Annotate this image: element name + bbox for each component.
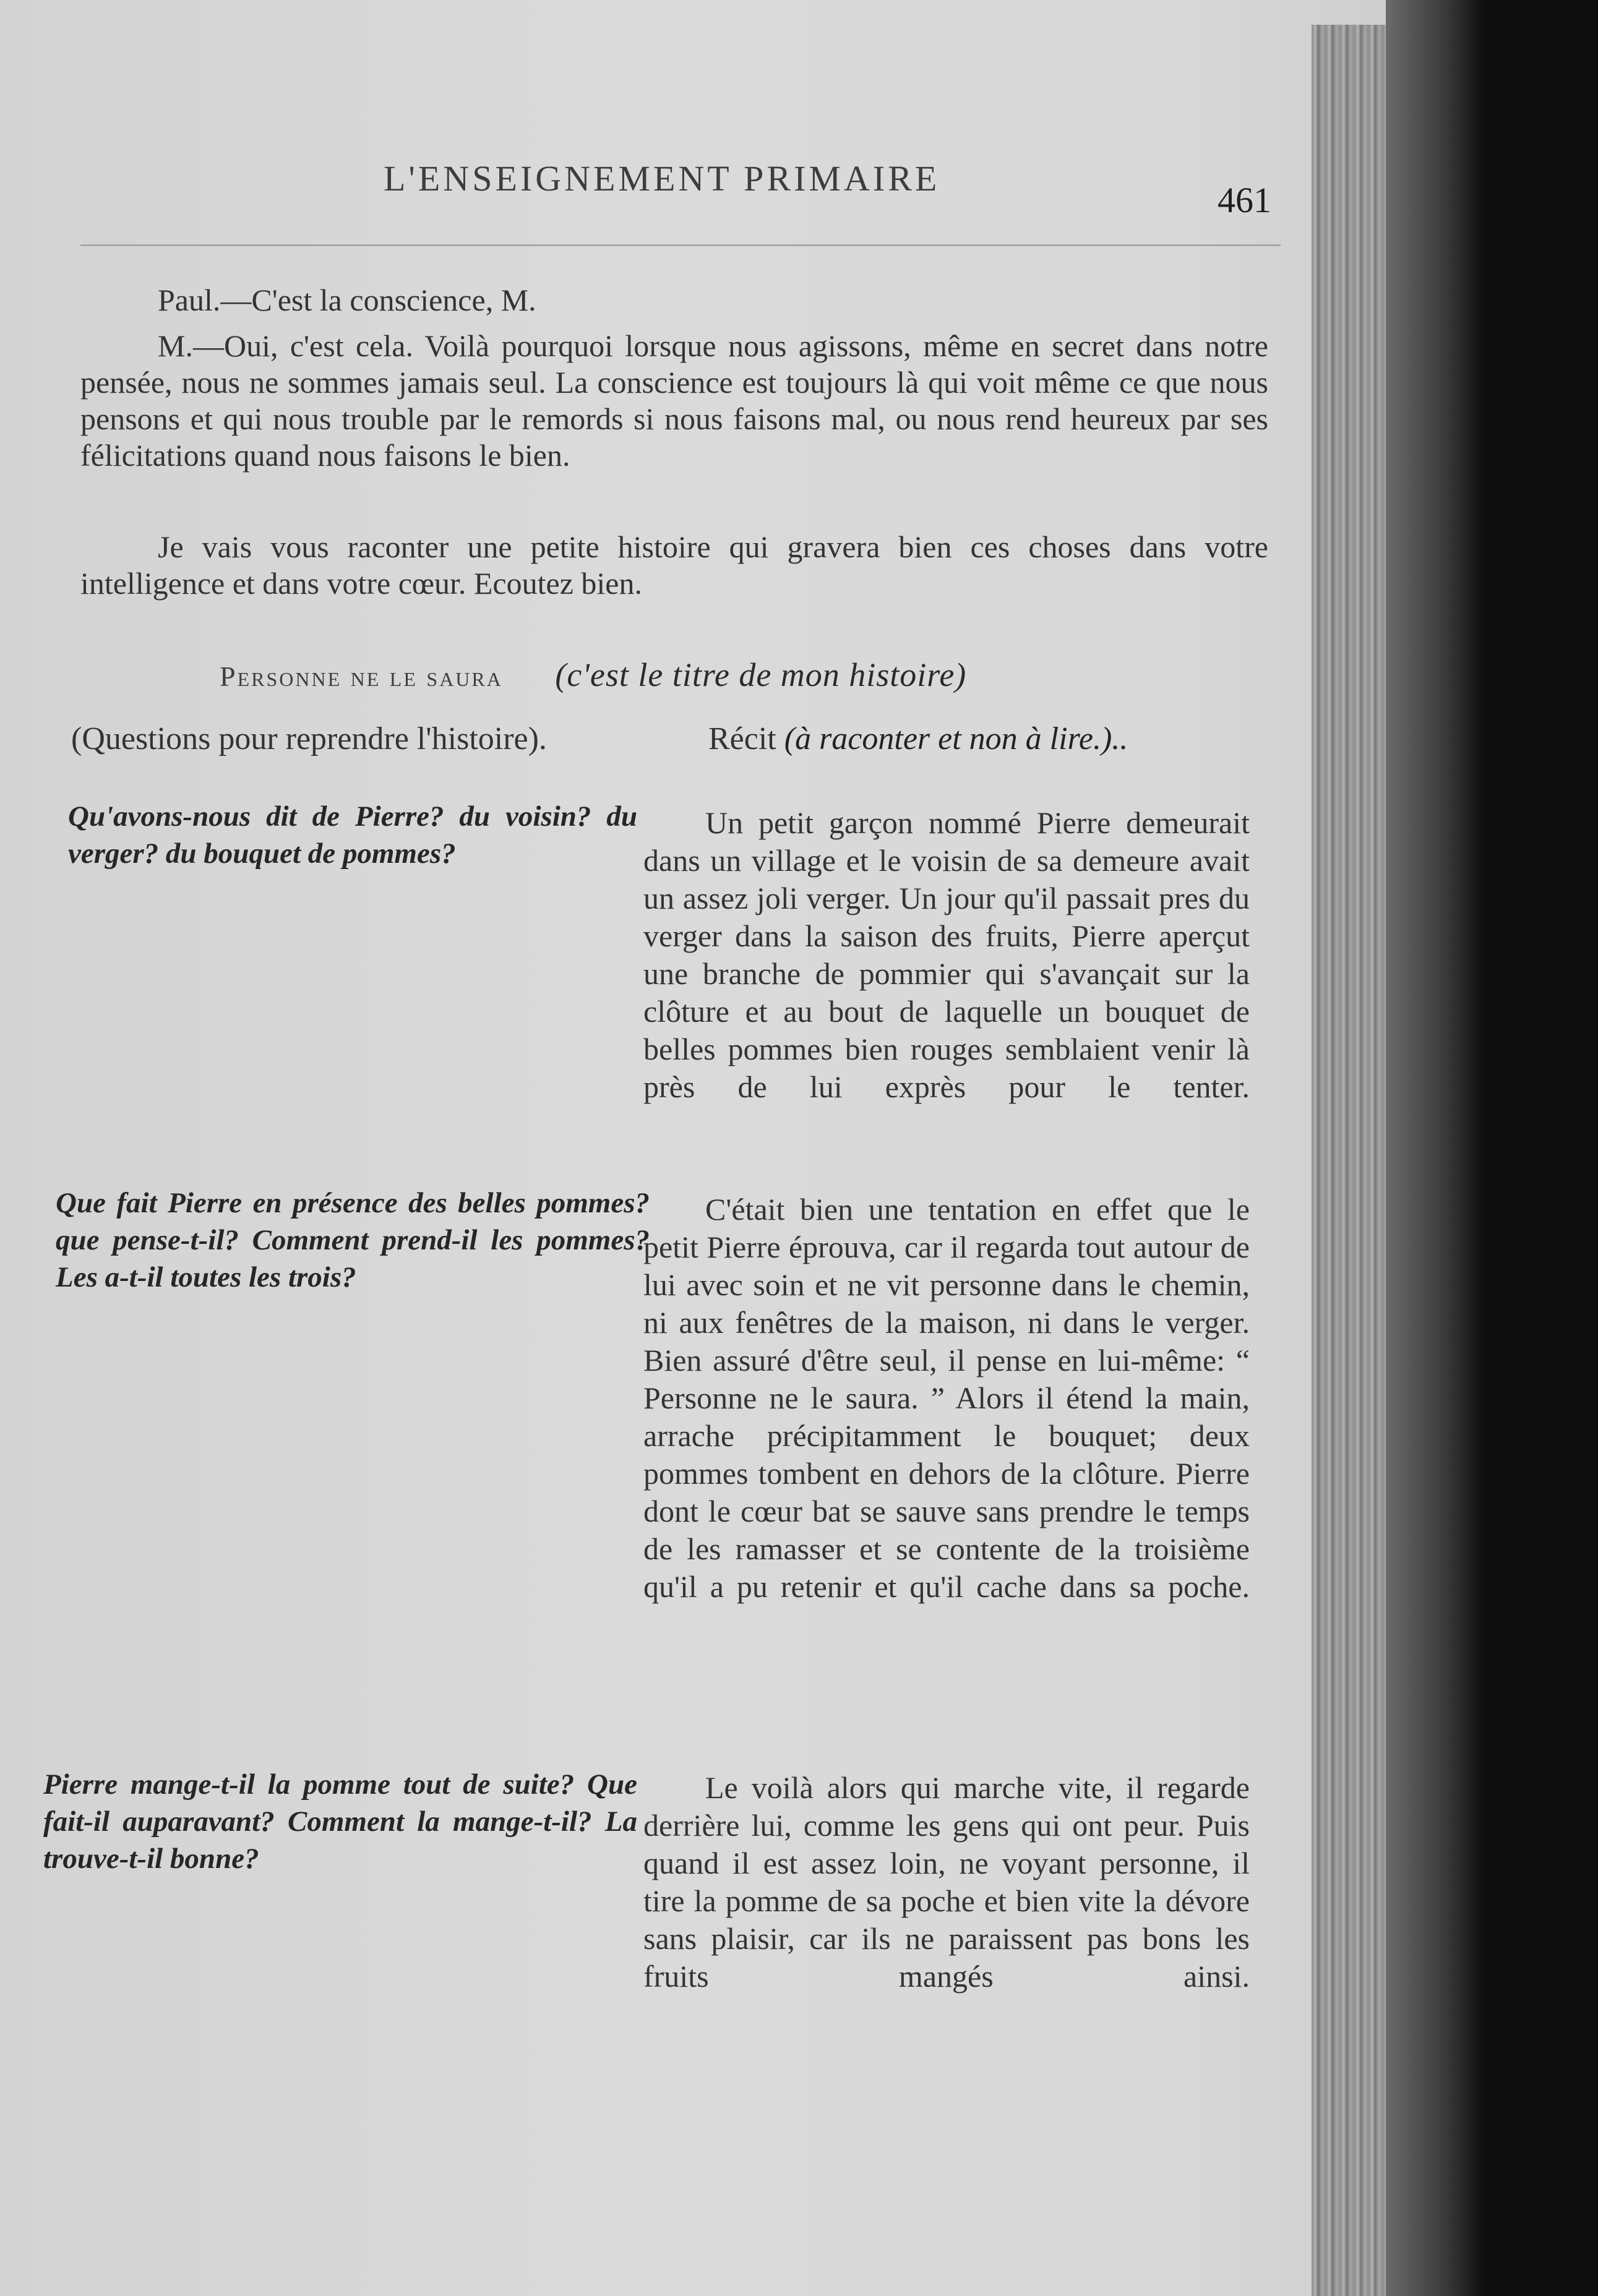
- story-block-1: [643, 804, 1250, 1106]
- story-title-name: Personne ne le saura: [220, 661, 503, 692]
- questions-block-3: Pierre mange-t-il la pomme tout de suite? Que fait-il auparavant? Comment la mange-t-il? La trouve-t-il bonne?: [43, 1768, 637, 1875]
- story-text-3: Le voilà alors qui marche vite, il regarde derrière lui, comme les gens qui ont peur. Puis quand il est assez loin, ne voyant personne, il tire la pomme de sa poche et bien vite la dévore sans plaisir, car ils ne paraissent pas bons les fruits mangés ainsi.: [643, 1770, 1250, 1994]
- questions-heading: (Questions pour reprendre l'histoire).: [71, 721, 547, 756]
- questions-block-1: Qu'avons-nous dit de Pierre? du voisin? du verger? du bouquet de pommes?: [68, 800, 637, 870]
- story-block-2: [643, 1191, 1250, 1606]
- recit-note: (à raconter et non à lire.)..: [784, 721, 1128, 756]
- story-block-3: [643, 1769, 1250, 1995]
- dialogue-master: M.—Oui, c'est cela. Voilà pourquoi lorsque nous agissons, même en secret dans notre pensée, nous ne sommes jamais seul. La conscience est toujours là qui voit même ce que nous pensons et qui nous trouble par le remords si nous faisons mal, ou nous rend heureux par ses félicitations quand nous faisons le bien.: [80, 328, 1268, 473]
- binding-shadow: [1386, 0, 1485, 2296]
- story-title: [220, 656, 966, 694]
- story-title-note: (c'est le titre de mon histoire): [555, 656, 967, 693]
- running-header: L'ENSEIGNEMENT PRIMAIRE: [384, 158, 940, 199]
- dialogue-intro: Je vais vous raconter une petite histoire qui gravera bien ces choses dans votre intelligence et dans votre cœur. Ecoutez bien.: [80, 529, 1268, 601]
- dialogue-paul: Paul.—C'est la conscience, M.: [158, 283, 536, 317]
- questions-block-2: Que fait Pierre en présence des belles pommes? que pense-t-il? Comment prend-il les pommes? Les a-t-il toutes les trois?: [56, 1187, 650, 1293]
- recit-heading: [708, 721, 1128, 757]
- story-text-2: C'était bien une tentation en effet que le petit Pierre éprouva, car il regarda tout autour de lui avec soin et ne vit personne dans le chemin, ni aux fenêtres de la maison, ni dans le verger. Bien assuré d'être seul, il pense en lui-même: “ Personne ne le saura. ” Alors il étend la main, arrache précipitamment le bouquet; deux pommes tombent en dehors de la clôture. Pierre dont le cœur bat se sauve sans prendre le temps de les ramasser et se contente de la troisième qu'il a pu retenir et qu'il cache dans sa poche.: [643, 1192, 1250, 1604]
- header-rule: [80, 244, 1281, 246]
- recit-label: Récit: [708, 721, 776, 756]
- page-number: 461: [1218, 180, 1271, 220]
- story-text-1: Un petit garçon nommé Pierre demeurait dans un village et le voisin de sa demeure avait un assez joli verger. Un jour qu'il passait pres du verger dans la saison des fruits, Pierre aperçut une branche de pommier qui s'avançait sur la clôture et au bout de laquelle un bouquet de belles pommes bien rouges semblaient venir là près de lui exprès pour le tenter.: [643, 805, 1250, 1104]
